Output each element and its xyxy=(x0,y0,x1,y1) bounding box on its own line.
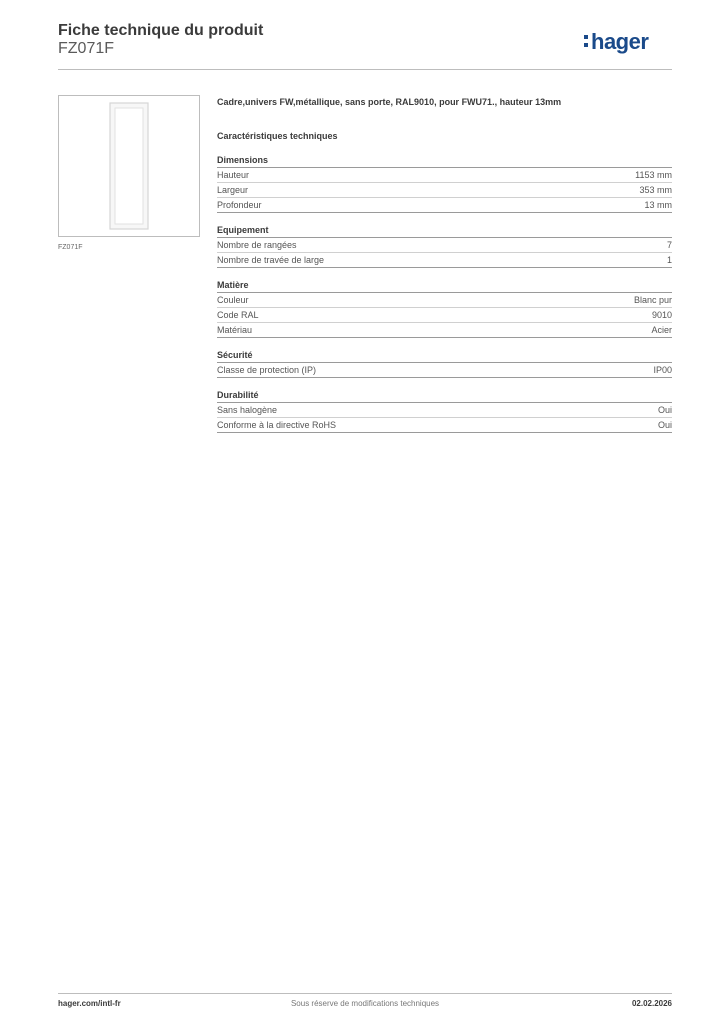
spec-value: Oui xyxy=(657,405,672,415)
frame-picture xyxy=(59,96,199,236)
spec-row xyxy=(217,293,672,308)
page-title: Fiche technique du produit xyxy=(58,22,264,39)
product-image xyxy=(58,95,200,237)
section-title: Durabilité xyxy=(217,388,672,403)
section-title: Sécurité xyxy=(217,348,672,363)
characteristics-heading: Caractéristiques techniques xyxy=(217,131,338,141)
footer-disclaimer: Sous réserve de modifications techniques xyxy=(290,999,440,1008)
spec-row xyxy=(217,403,672,418)
image-caption: FZ071F xyxy=(58,244,83,251)
spec-value: 1153 mm xyxy=(635,170,672,180)
spec-row xyxy=(217,308,672,323)
spec-row xyxy=(217,238,672,253)
spec-row xyxy=(217,253,672,268)
spec-label: Nombre de travée de large xyxy=(217,255,325,265)
header-divider xyxy=(58,69,672,70)
hager-logo xyxy=(582,28,672,54)
spec-row xyxy=(217,418,672,433)
section-dimensions xyxy=(217,153,672,213)
spec-label: Matériau xyxy=(217,325,253,335)
spec-label: Sans halogène xyxy=(217,405,278,415)
spec-value: Acier xyxy=(651,325,672,335)
spec-value: 9010 xyxy=(651,310,672,320)
spec-label: Classe de protection (IP) xyxy=(217,365,317,375)
footer-website: hager.com/intl-fr xyxy=(58,999,121,1008)
section-title: Equipement xyxy=(217,223,672,238)
spec-row xyxy=(217,198,672,213)
spec-label: Couleur xyxy=(217,295,249,305)
section-durabilite xyxy=(217,388,672,433)
spec-value: 7 xyxy=(666,240,672,250)
spec-row xyxy=(217,363,672,378)
section-securite xyxy=(217,348,672,378)
section-matiere xyxy=(217,278,672,338)
section-equipement xyxy=(217,223,672,268)
page-header xyxy=(58,22,672,70)
footer-date: 02.02.2026 xyxy=(631,999,672,1008)
spec-label: Hauteur xyxy=(217,170,250,180)
spec-value: 353 mm xyxy=(639,185,672,195)
product-details xyxy=(217,95,672,433)
product-description: Cadre,univers FW,métallique, sans porte, RAL9010, pour FWU71., hauteur 13mm xyxy=(217,97,562,107)
spec-label: Code RAL xyxy=(217,310,259,320)
product-reference: FZ071F xyxy=(58,40,115,57)
spec-label: Nombre de rangées xyxy=(217,240,297,250)
spec-row xyxy=(217,183,672,198)
spec-value: 13 mm xyxy=(644,200,672,210)
section-title: Dimensions xyxy=(217,153,672,168)
spec-label: Conforme à la directive RoHS xyxy=(217,420,337,430)
spec-label: Profondeur xyxy=(217,200,262,210)
section-title: Matière xyxy=(217,278,672,293)
spec-row xyxy=(217,323,672,338)
spec-value: Oui xyxy=(657,420,672,430)
spec-value: 1 xyxy=(666,255,672,265)
hager-logo-text: hager xyxy=(591,29,649,54)
spec-row xyxy=(217,168,672,183)
footer-divider xyxy=(58,993,672,994)
spec-value: IP00 xyxy=(653,365,672,375)
spec-value: Blanc pur xyxy=(633,295,672,305)
spec-label: Largeur xyxy=(217,185,249,195)
page-footer xyxy=(58,999,672,1011)
